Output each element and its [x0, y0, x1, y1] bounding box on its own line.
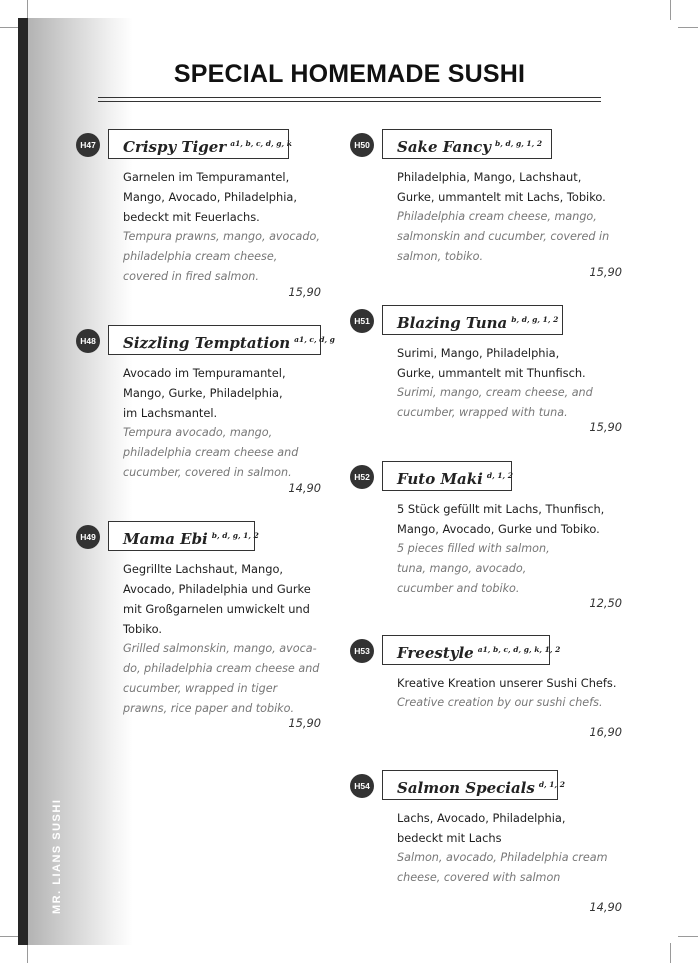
item-price: 14,90	[589, 900, 622, 914]
crop-mark	[27, 943, 28, 963]
item-allergens: a1, b, c, d, g, k, 1, 2	[477, 645, 561, 654]
item-description-en: Tempura prawns, mango, avocado, philadelphia cream cheese, covered in fired salmon.	[123, 230, 320, 283]
item-name: Sizzling Temptation	[123, 334, 291, 352]
crop-mark	[27, 0, 28, 20]
page-spine	[18, 18, 28, 945]
item-description-en: Philadelphia cream cheese, mango, salmonskin and cucumber, covered in salmon, tobiko.	[397, 210, 610, 263]
item-price: 16,90	[589, 725, 622, 739]
item-price: 15,90	[589, 265, 622, 279]
title-rule-bottom	[98, 101, 601, 102]
item-description-de: Lachs, Avocado, Philadelphia, bedeckt mit Lachs	[397, 811, 566, 845]
item-price: 15,90	[288, 716, 321, 730]
item-code-badge: H54	[350, 774, 374, 798]
item-name: Sake Fancy	[397, 138, 492, 156]
item-description-de: Avocado im Tempuramantel, Mango, Gurke, Philadelphia, im Lachsmantel.	[123, 366, 286, 420]
item-description-en: Surimi, mango, cream cheese, and cucumber, wrapped with tuna.	[397, 386, 593, 419]
item-description-en: Tempura avocado, mango, philadelphia cream cheese and cucumber, covered in salmon.	[123, 426, 299, 479]
item-allergens: b, d, g, 1, 2	[511, 315, 559, 324]
crop-mark	[0, 936, 20, 937]
crop-mark	[670, 943, 671, 963]
item-description-en: Grilled salmonskin, mango, avoca- do, philadelphia cream cheese and cucumber, wrapped in tiger prawns, rice paper and tobiko.	[123, 642, 320, 715]
item-name-box	[108, 521, 259, 551]
item-name-box	[382, 129, 552, 159]
item-code-badge: H47	[76, 133, 100, 157]
item-description-de: Garnelen im Tempuramantel, Mango, Avocado, Philadelphia, bedeckt mit Feuerlachs.	[123, 170, 298, 224]
item-name-box	[382, 770, 565, 800]
item-allergens: b, d, g, 1, 2	[495, 139, 543, 148]
item-price: 15,90	[589, 420, 622, 434]
item-name: Crispy Tiger	[123, 138, 227, 156]
item-name-box	[382, 635, 561, 665]
item-name: Mama Ebi	[123, 530, 208, 548]
item-name: Salmon Specials	[397, 779, 535, 797]
item-price: 12,50	[589, 596, 622, 610]
crop-mark	[0, 27, 20, 28]
item-description-en: Salmon, avocado, Philadelphia cream cheese, covered with salmon	[397, 851, 608, 884]
item-description-de: Surimi, Mango, Philadelphia, Gurke, ummantelt mit Thunfisch.	[397, 346, 586, 380]
item-allergens: a1, c, d, g	[294, 335, 335, 344]
item-name: Futo Maki	[397, 470, 483, 488]
item-name-box	[108, 325, 335, 355]
crop-mark	[670, 0, 671, 20]
item-name-box	[382, 461, 512, 491]
item-code-badge: H52	[350, 465, 374, 489]
item-name-box	[108, 129, 292, 159]
item-description-en: Creative creation by our sushi chefs.	[397, 696, 603, 709]
item-code-badge: H49	[76, 525, 100, 549]
item-description-de: Gegrillte Lachshaut, Mango, Avocado, Philadelphia und Gurke mit Großgarnelen umwickelt und Tobiko.	[123, 562, 311, 636]
item-description-de: Kreative Kreation unserer Sushi Chefs.	[397, 676, 617, 690]
item-description-en: 5 pieces filled with salmon, tuna, mango, avocado, cucumber and tobiko.	[397, 542, 550, 595]
title-rule-top	[98, 97, 601, 98]
page-title: SPECIAL HOMEMADE SUSHI	[173, 60, 526, 88]
item-code-badge: H51	[350, 309, 374, 333]
item-allergens: d, 1, 2	[486, 471, 514, 480]
item-name: Blazing Tuna	[397, 314, 508, 332]
item-price: 15,90	[288, 285, 321, 299]
item-description-de: 5 Stück gefüllt mit Lachs, Thunfisch, Mango, Avocado, Gurke und Tobiko.	[397, 502, 605, 536]
item-name: Freestyle	[397, 644, 474, 662]
item-price: 14,90	[288, 481, 321, 495]
item-description-de: Philadelphia, Mango, Lachshaut, Gurke, ummantelt mit Lachs, Tobiko.	[397, 170, 606, 204]
crop-mark	[678, 936, 698, 937]
item-code-badge: H48	[76, 329, 100, 353]
item-allergens: d, 1, 2	[538, 780, 565, 789]
item-code-badge: H50	[350, 133, 374, 157]
item-name-box	[382, 305, 563, 335]
item-allergens: a1, b, c, d, g, k	[230, 139, 292, 148]
brand-label: MR. LIANS SUSHI	[51, 798, 63, 914]
item-allergens: b, d, g, 1, 2	[211, 531, 259, 540]
crop-mark	[678, 27, 698, 28]
item-code-badge: H53	[350, 639, 374, 663]
